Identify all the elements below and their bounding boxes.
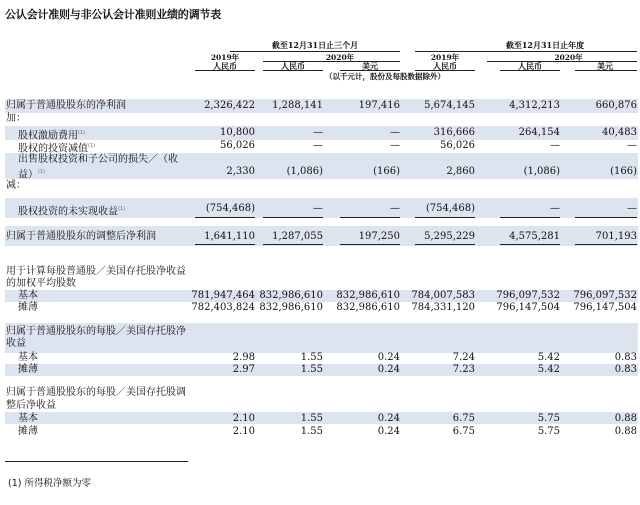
value-aeps-diluted-col3: 0.24 (377, 426, 400, 437)
unit-note: （以千元计，股份及每股数据除外） (325, 72, 445, 81)
value-unrealized-col4: (754,468) (425, 203, 475, 214)
footnote-marker-impair: (1) (88, 143, 96, 149)
rule-adj-6 (575, 244, 637, 245)
label-sbc-text: 股权激励费用 (18, 130, 78, 142)
rule-unrealized-4 (415, 217, 475, 218)
header-full-year: 截至12月31日止年度 (505, 40, 585, 50)
value-impair-col5: — (550, 140, 560, 151)
value-eps-basic-col3: 0.24 (377, 352, 400, 363)
value-sbc-col6: 40,483 (602, 127, 637, 138)
report-title: 公认会计准则与非公认会计准则业绩的调节表 (5, 8, 221, 21)
header-currency-rmb-2: 人民币 (281, 61, 305, 71)
label-eps-basic: 基本 (18, 352, 38, 363)
value-adj-net-income-col4: 5,295,229 (424, 231, 475, 242)
currency-rule-5 (500, 70, 560, 71)
label-net-income: 归属于普通股股东的净利润 (6, 100, 126, 111)
footnote: (1) 所得税净额为零 (8, 478, 91, 489)
value-wavg-basic-col2: 832,986,610 (259, 290, 323, 301)
label-add: 加： (6, 113, 26, 124)
value-sbc-col5: 264,154 (518, 127, 560, 138)
value-sbc-col2: — (313, 127, 323, 138)
value-adj-net-income-col5: 4,575,281 (509, 231, 560, 242)
value-wavg-basic-col1: 781,947,464 (191, 290, 255, 301)
value-loss-line2-col3: (166) (373, 166, 400, 177)
footnote-marker-loss: (1) (38, 169, 46, 175)
value-net-income-col1: 2,326,422 (204, 100, 255, 111)
value-wavg-diluted-col1: 782,403,824 (191, 302, 255, 313)
rule-adj-3 (340, 244, 400, 245)
value-aeps-basic-col3: 0.24 (377, 413, 400, 424)
value-impair-col6: — (627, 140, 637, 151)
label-unrealized (18, 203, 125, 218)
label-wavg-diluted: 摊薄 (18, 302, 38, 313)
value-eps-basic-col5: 5.42 (537, 352, 560, 363)
label-eps-diluted: 摊薄 (18, 364, 38, 375)
value-adj-net-income-col2: 1,287,055 (272, 231, 323, 242)
value-impair-col2: — (313, 140, 323, 151)
rule-unrealized-6 (575, 217, 637, 218)
label-minus: 减： (6, 180, 26, 191)
value-wavg-basic-col3: 832,986,610 (336, 290, 400, 301)
rule-adj-4 (415, 244, 475, 245)
value-net-income-col6: 660,876 (595, 100, 637, 111)
header-currency-usd-1: 美元 (362, 61, 378, 71)
value-unrealized-col5: — (550, 203, 560, 214)
value-wavg-diluted-col3: 832,986,610 (336, 302, 400, 313)
value-aeps-diluted-col5: 5.75 (537, 426, 560, 437)
footnote-marker-unrealized: (1) (118, 206, 126, 212)
value-impair-col4: 56,026 (440, 140, 475, 151)
value-eps-basic-col6: 0.83 (614, 352, 637, 363)
header-currency-rmb-3: 人民币 (433, 61, 457, 71)
value-net-income-col2: 1,288,141 (272, 100, 323, 111)
label-unrealized-text: 股权投资的未实现收益 (18, 206, 118, 218)
value-adj-net-income-col1: 1,641,110 (204, 231, 255, 242)
value-eps-diluted-col2: 1.55 (300, 364, 323, 375)
rule-unrealized-2 (263, 217, 323, 218)
value-unrealized-col3: — (390, 203, 400, 214)
value-loss-line2-col2: (1,086) (286, 166, 323, 177)
rule-unrealized-3 (340, 217, 400, 218)
label-aeps-2: 整后净收益 (6, 400, 56, 411)
value-eps-diluted-col1: 2.97 (232, 364, 255, 375)
value-sbc-col4: 316,666 (433, 127, 475, 138)
value-wavg-diluted-col5: 796,147,504 (496, 302, 560, 313)
label-aeps-1: 归属于普通股股东的每股／美国存托股调 (6, 387, 186, 398)
rule-unrealized-1 (195, 217, 255, 218)
value-impair-col1: 56,026 (220, 140, 255, 151)
value-eps-diluted-col6: 0.83 (614, 364, 637, 375)
rule-adj-2 (263, 244, 323, 245)
label-wavg-basic: 基本 (18, 290, 38, 301)
value-wavg-diluted-col2: 832,986,610 (259, 302, 323, 313)
value-net-income-col4: 5,674,145 (424, 100, 475, 111)
value-adj-net-income-col6: 701,193 (595, 231, 637, 242)
value-wavg-diluted-col4: 784,331,120 (411, 302, 475, 313)
label-adj-net-income: 归属于普通股股东的调整后净利润 (6, 231, 156, 242)
label-aeps-diluted: 摊薄 (18, 426, 38, 437)
value-aeps-diluted-col4: 6.75 (452, 426, 475, 437)
rule-adj-5 (500, 244, 560, 245)
value-loss-line2-col4: 2,860 (446, 166, 475, 177)
value-loss-line2-col5: (1,086) (523, 166, 560, 177)
value-wavg-basic-col5: 796,097,532 (496, 290, 560, 301)
label-wavg-2: 的加权平均股数 (6, 278, 76, 289)
value-net-income-col3: 197,416 (358, 100, 400, 111)
currency-rule-6 (575, 70, 637, 71)
value-aeps-diluted-col6: 0.88 (614, 426, 637, 437)
value-wavg-basic-col6: 796,097,532 (573, 290, 637, 301)
header-currency-rmb-1: 人民币 (213, 61, 237, 71)
currency-rule-1 (195, 70, 255, 71)
value-adj-net-income-col3: 197,250 (358, 231, 400, 242)
value-sbc-col1: 10,800 (220, 127, 255, 138)
value-eps-basic-col1: 2.98 (232, 352, 255, 363)
value-impair-col3: — (390, 140, 400, 151)
value-unrealized-col6: — (627, 203, 637, 214)
value-net-income-col5: 4,312,213 (509, 100, 560, 111)
label-eps-2: 收益 (6, 338, 26, 349)
value-eps-basic-col2: 1.55 (300, 352, 323, 363)
rule-adj-1 (195, 244, 255, 245)
value-eps-diluted-col4: 7.23 (452, 364, 475, 375)
header-currency-rmb-4: 人民币 (518, 61, 542, 71)
value-wavg-basic-col4: 784,007,583 (411, 290, 475, 301)
header-year-2019-q: 2019年 (210, 53, 240, 62)
value-unrealized-col2: — (313, 203, 323, 214)
value-aeps-basic-col5: 5.75 (537, 413, 560, 424)
rule-unrealized-5 (500, 217, 560, 218)
value-aeps-basic-col1: 2.10 (232, 413, 255, 424)
footnote-marker-sbc: (1) (78, 130, 86, 136)
value-aeps-basic-col4: 6.75 (452, 413, 475, 424)
value-eps-basic-col4: 7.24 (452, 352, 475, 363)
label-loss-2-text: 益） (18, 169, 38, 181)
value-aeps-diluted-col2: 1.55 (300, 426, 323, 437)
footnote-rule (5, 461, 188, 462)
value-unrealized-col1: (754,468) (205, 203, 255, 214)
label-eps-1: 归属于普通股股东的每股／美国存托股净 (6, 326, 186, 337)
header-year-2020-q: 2020年 (325, 53, 355, 62)
label-loss-1: 出售股权投资和子公司的损失／（收 (18, 154, 178, 165)
label-wavg-1: 用于计算每股普通股／美国存托股净收益 (6, 266, 186, 277)
value-loss-line2-col6: (166) (610, 166, 637, 177)
label-aeps-basic: 基本 (18, 413, 38, 424)
value-eps-diluted-col5: 5.42 (537, 364, 560, 375)
value-sbc-col3: — (390, 127, 400, 138)
value-wavg-diluted-col6: 796,147,504 (573, 302, 637, 313)
value-loss-line2-col1: 2,330 (226, 166, 255, 177)
value-eps-diluted-col3: 0.24 (377, 364, 400, 375)
header-three-month: 截至12月31日止三个月 (271, 40, 359, 50)
header-year-2019-y: 2019年 (430, 53, 460, 62)
value-aeps-diluted-col1: 2.10 (232, 426, 255, 437)
value-aeps-basic-col2: 1.55 (300, 413, 323, 424)
header-year-2020-y: 2020年 (554, 53, 583, 62)
label-impair-text: 股权的投资减值 (18, 143, 88, 155)
header-currency-usd-2: 美元 (597, 61, 613, 71)
value-aeps-basic-col6: 0.88 (614, 413, 637, 424)
